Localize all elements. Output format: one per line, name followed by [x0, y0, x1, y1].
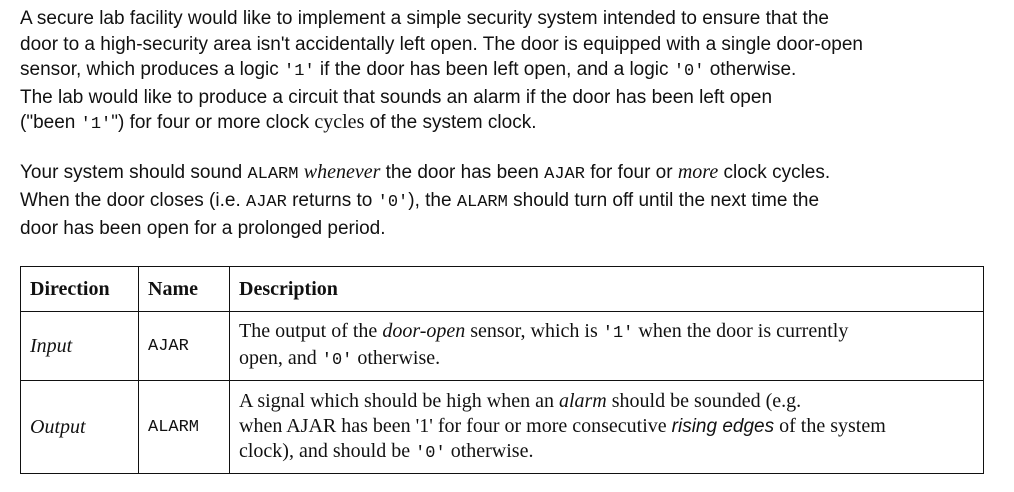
text: open, and — [239, 347, 322, 369]
code-literal: '0' — [321, 351, 353, 370]
code-literal: '0' — [377, 193, 409, 212]
code-literal: ALARM — [247, 165, 299, 184]
code-literal: AJAR — [544, 165, 585, 184]
text: sensor, which produces a logic — [20, 59, 285, 81]
header-description: Description — [230, 267, 984, 312]
requirement-paragraph — [20, 159, 1000, 242]
text: returns to — [286, 190, 378, 211]
name-cell: ALARM — [139, 381, 230, 474]
name-cell: AJAR — [139, 312, 230, 381]
emphasis-text: rising edges — [671, 415, 775, 437]
text: the door has been — [380, 162, 545, 183]
code-literal: '0' — [673, 62, 705, 82]
intro-line-1: A secure lab facility would like to implement a simple security system intended to ensure that the — [20, 8, 829, 29]
text: when the door is currently — [633, 320, 849, 342]
description-cell — [230, 381, 984, 474]
code-literal: '1' — [602, 324, 634, 343]
emphasis-text: alarm — [558, 389, 607, 412]
header-direction: Direction — [21, 267, 139, 312]
requirement-line-3: door has been open for a prolonged period. — [20, 218, 386, 239]
code-literal: '1' — [284, 62, 315, 82]
intro-line-2: door to a high-security area isn't accidentally left open. The door is equipped with a single door-open — [20, 33, 863, 55]
code-literal: AJAR — [246, 193, 287, 212]
code-literal: '0' — [415, 443, 446, 463]
direction-cell: Input — [21, 312, 139, 381]
text: clock cycles. — [718, 162, 831, 183]
text: A signal which should be high when an — [239, 389, 559, 412]
text: When the door closes (i.e. — [20, 190, 246, 211]
header-name: Name — [139, 267, 230, 312]
intro-line-4: The lab would like to produce a circuit that sounds an alarm if the door has been left open — [20, 86, 773, 108]
serif-word: cycles — [314, 111, 365, 134]
text: should turn off until the next time the — [507, 190, 820, 211]
table-row — [21, 381, 984, 474]
text: ") for four or more clock — [111, 112, 315, 134]
code-literal: '1' — [80, 115, 112, 135]
text: otherwise. — [352, 347, 441, 369]
text: otherwise. — [445, 439, 534, 462]
text: The output of the — [239, 320, 383, 342]
text: otherwise. — [704, 59, 797, 81]
text: should be sounded (e.g. — [606, 389, 802, 412]
text: sensor, which is — [465, 320, 603, 342]
text: ("been — [20, 112, 81, 134]
intro-line-3 — [20, 57, 1000, 85]
text: for four or — [584, 162, 678, 183]
description-cell — [230, 312, 984, 381]
requirement-line-2 — [20, 188, 1000, 216]
intro-paragraph — [20, 6, 1000, 138]
emphasis-text: whenever — [303, 161, 381, 183]
text: of the system — [774, 414, 886, 437]
text: of the system clock. — [364, 112, 537, 134]
code-literal: ALARM — [456, 193, 508, 212]
table-header-row — [21, 267, 984, 312]
direction-cell: Output — [21, 381, 139, 474]
text: if the door has been left open, and a logic — [314, 59, 674, 81]
text: when AJAR has been '1' for four or more consecutive — [239, 414, 672, 437]
emphasis-text: door-open — [382, 320, 466, 342]
intro-line-5 — [20, 110, 1000, 138]
text: ), the — [408, 190, 457, 211]
emphasis-text: more — [677, 161, 719, 183]
requirement-line-1 — [20, 159, 1000, 188]
signal-table — [20, 266, 984, 474]
text: clock), and should be — [239, 439, 416, 462]
table-row — [21, 312, 984, 381]
text: Your system should sound — [20, 162, 248, 183]
